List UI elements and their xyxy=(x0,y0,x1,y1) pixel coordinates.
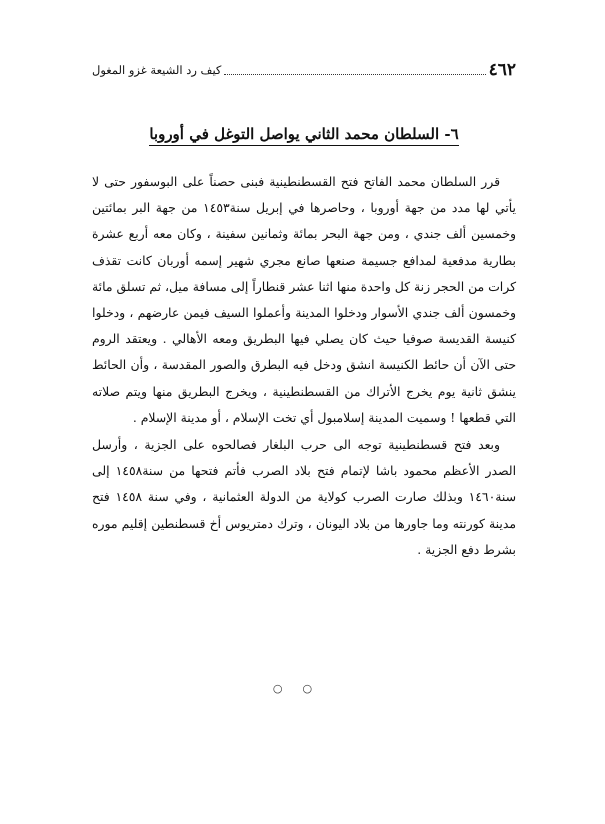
ornament-circle-left: ○ xyxy=(272,682,303,695)
running-title: كيف رد الشيعة غزو المغول xyxy=(92,63,222,77)
header-dotted-leader xyxy=(224,73,485,75)
section-end-ornament xyxy=(0,682,605,695)
body-text xyxy=(92,169,516,563)
ornament-circle-right: ○ xyxy=(302,682,333,695)
paragraph: قرر السلطان محمد الفاتح فتح القسطنطينية فبنى حصناً على البوسفور حتى لا يأتي لها مدد من جهة أوروبا ، وحاصرها في إبريل سنة١٤٥٣ من جهة البر بمائتين وخمسين ألف جندي ، ومن جهة البحر بمائة وثمانين سفينة ، وكان معه أربع عشرة بطارية مدفعية لمدافع جسيمة صنعها صانع مجري شهير إسمه أوربان كانت تقذف كرات من الحجر زنة كل واحدة منها اثنا عشر قنطاراً إلى مسافة ميل، ثم تسلق مائة وخمسون ألف جندي الأسوار ودخلوا المدينة وأعملوا السيف فيمن عارضهم ، ودخلوا كنيسة القديسة صوفيا حيث كان يصلي فيها البطريق ومعه الأهالي . ويعتقد الروم حتى الآن أن حائط الكنيسة انشق ودخل فيه البطرق والصور المقدسة ، وأن الحائط ينشق ثانية يوم يخرج الأتراك من القسطنطينية ، ويخرج البطريق منها ويتم صلاته التي قطعها ! وسميت المدينة إسلامبول أي تخت الإسلام ، أو مدينة الإسلام . xyxy=(92,174,516,425)
page-number: ٤٦٢ xyxy=(488,60,516,80)
section-heading xyxy=(92,124,516,144)
section-heading-text: ٦- السلطان محمد الثاني يواصل التوغل في أوروبا xyxy=(149,125,458,146)
paragraph: وبعد فتح قسطنطينية توجه الى حرب البلغار فصالحوه على الجزية ، وأرسل الصدر الأعظم محمود باشا لإتمام فتح بلاد الصرب فأتم فتحها من سنة١٤٥٨ إلى سنة١٤٦٠ وبذلك صارت الصرب كولاية من الدولة العثمانية ، وفي سنة ١٤٥٨ فتح مدينة كورنته وما جاورها من بلاد اليونان ، وترك دمتريوس أخ قسطنطين إقليم موره بشرط دفع الجزية . xyxy=(92,437,517,557)
page-header xyxy=(92,58,516,80)
